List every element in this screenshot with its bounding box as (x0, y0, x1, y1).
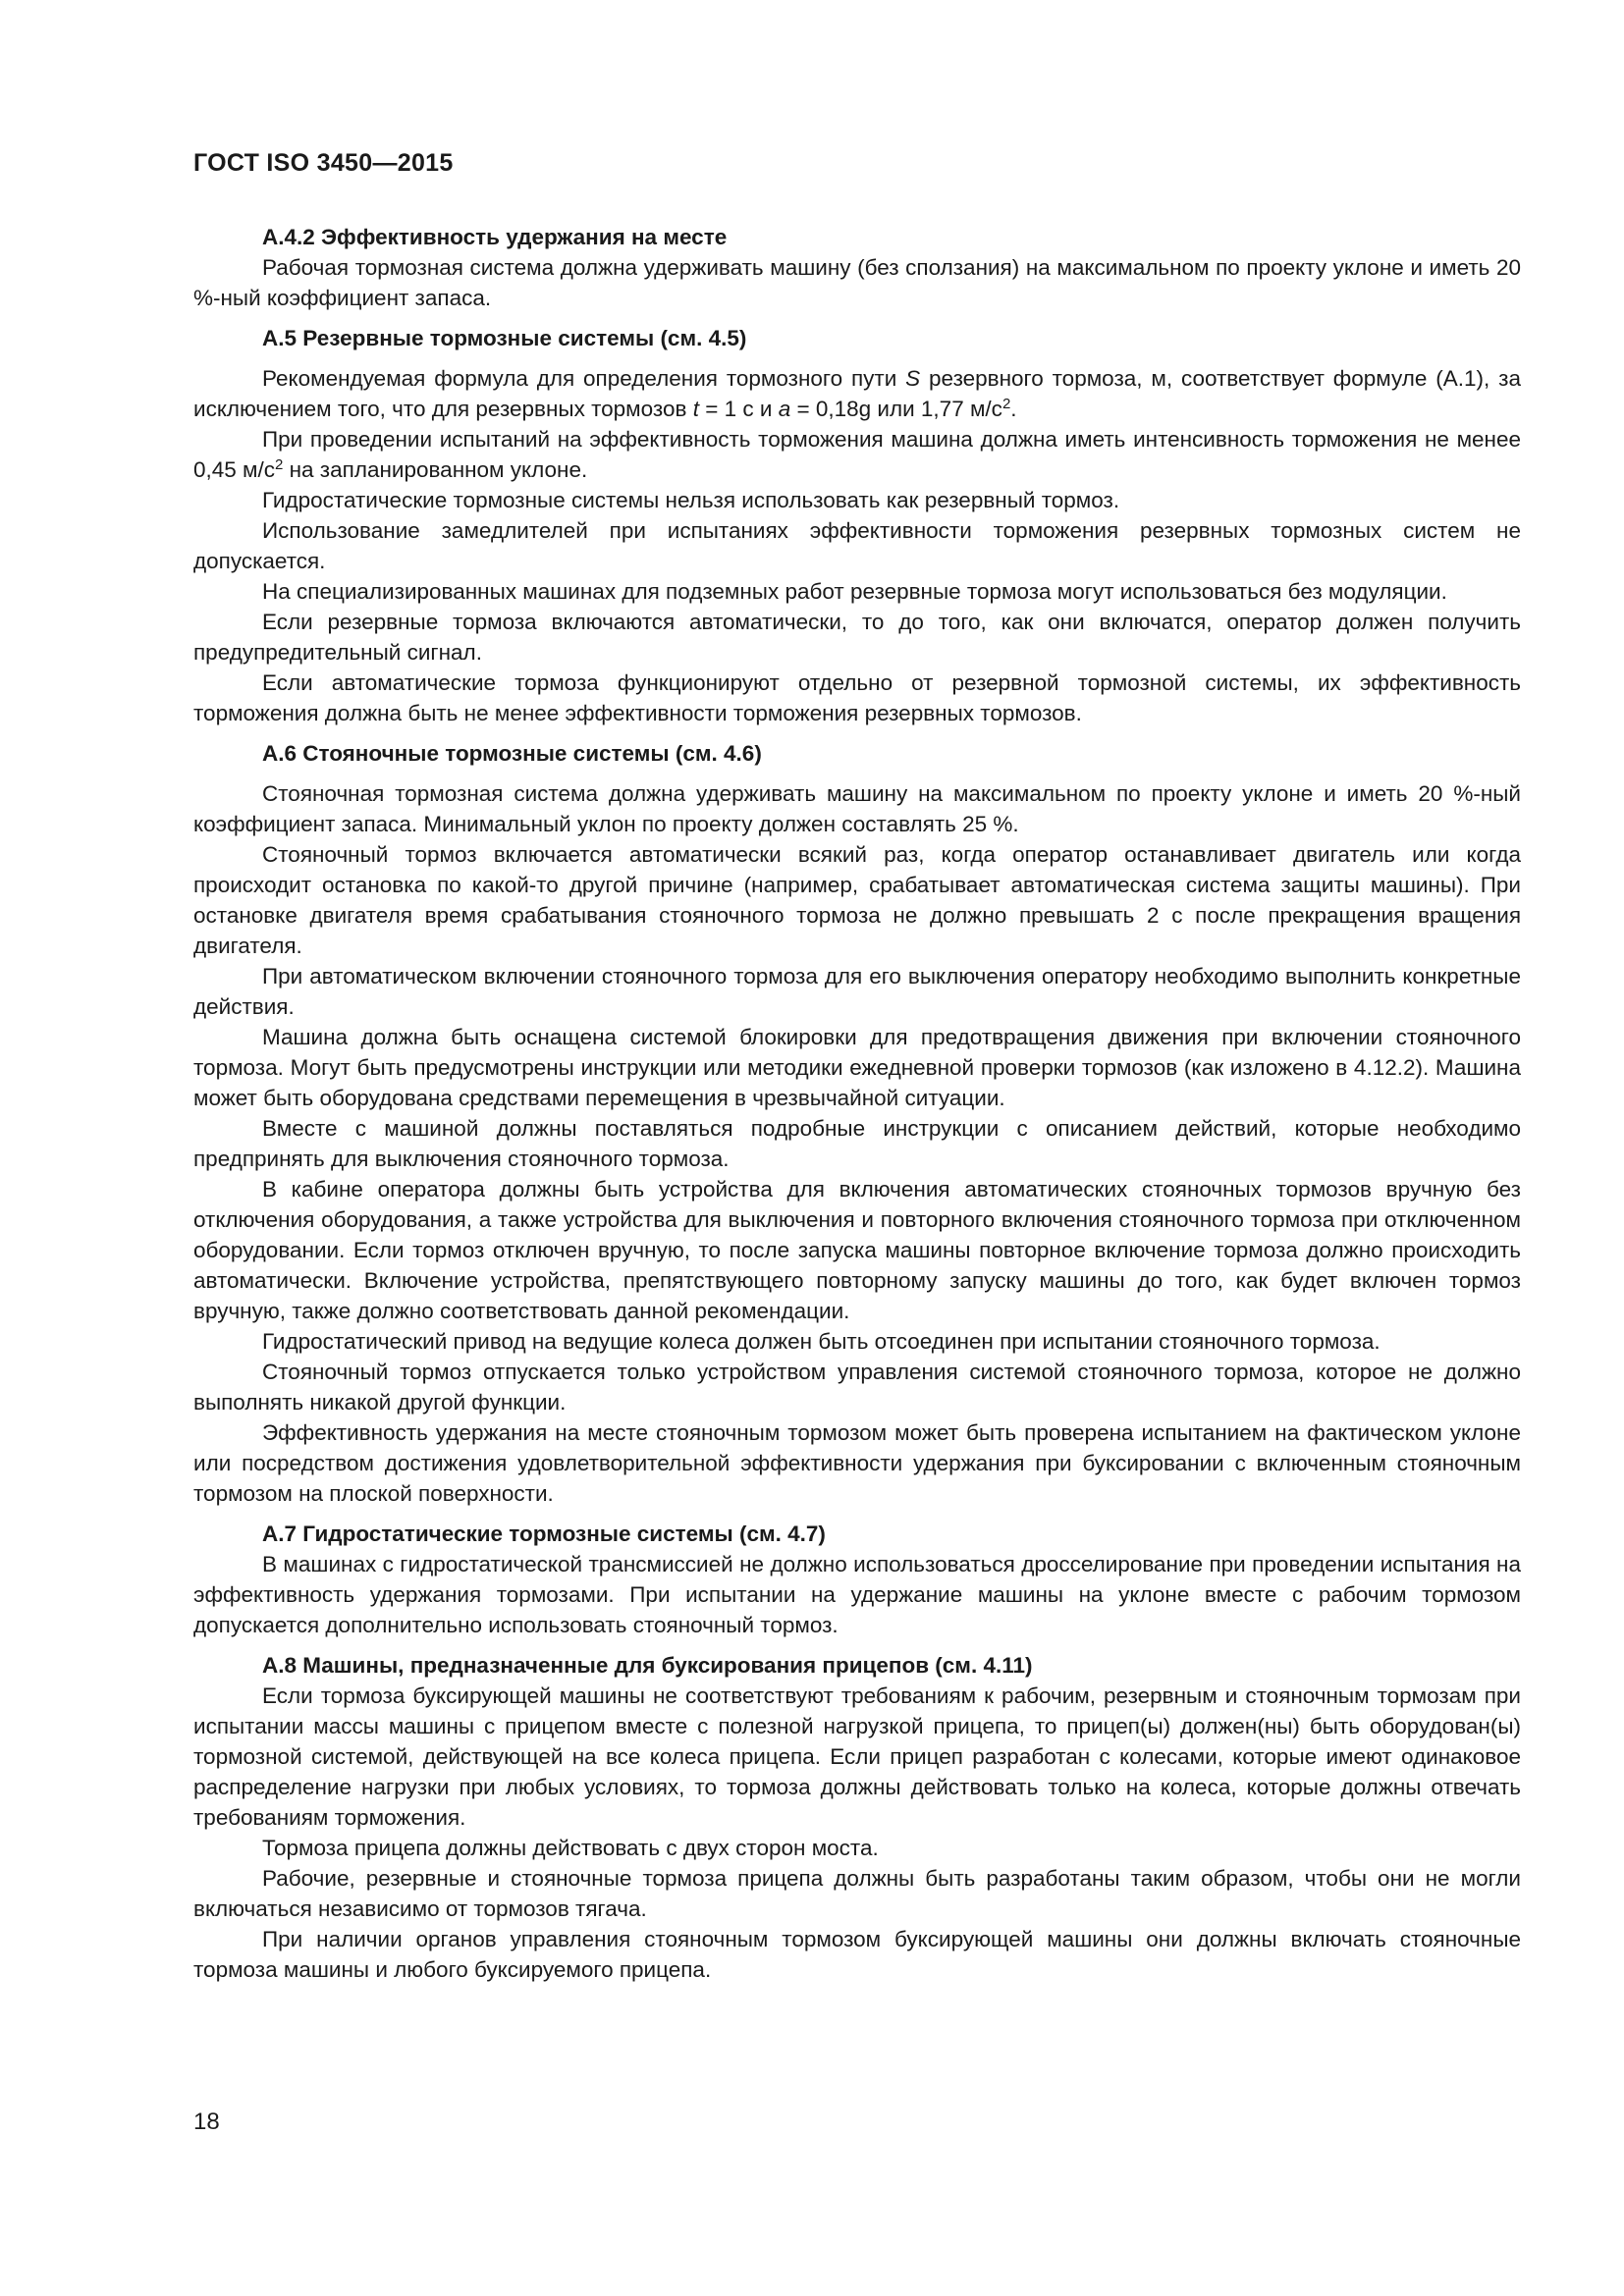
paragraph: Если резервные тормоза включаются автоматически, то до того, как они включатся, оператор должен получить предупредительный сигнал. (193, 610, 1521, 665)
section-heading-a7: А.7 Гидростатические тормозные системы (см. 4.7) (262, 1522, 826, 1546)
paragraph: Если автоматические тормоза функционируют отдельно от резервной тормозной системы, их эффективность торможения должна быть не менее эффективности торможения резервных тормозов. (193, 670, 1521, 725)
paragraph: При наличии органов управления стояночным тормозом буксирующей машины они должны включать стояночные тормоза машины и любого буксируемого прицепа. (193, 1927, 1521, 1982)
document-header: ГОСТ ISO 3450—2015 (193, 149, 454, 177)
paragraph: Гидростатический привод на ведущие колеса должен быть отсоединен при испытании стояночного тормоза. (262, 1329, 1380, 1354)
paragraph (193, 424, 1521, 485)
paragraph: Если тормоза буксирующей машины не соответствуют требованиям к рабочим, резервным и стояночным тормозам при испытании массы машины с прицепом вместе с полезной нагрузкой прицепа, то прицеп(ы) должен(ны) быть оборудован(ы) тормозной системой, действующей на все колеса прицепа. Если прицеп разработан с колесами, которые имеют одинаковое распределение нагрузки при любых условиях, то тормоза должны действовать только на колеса, которые должны отвечать требованиям торможения. (193, 1683, 1521, 1830)
section-heading-a5: А.5 Резервные тормозные системы (см. 4.5) (262, 326, 747, 350)
section-heading-a6: А.6 Стояночные тормозные системы (см. 4.6) (262, 741, 762, 766)
document-body (193, 222, 1521, 1985)
page-number: 18 (193, 2109, 220, 2135)
paragraph: Тормоза прицепа должны действовать с двух сторон моста. (262, 1836, 879, 1860)
text-run: При проведении испытаний на эффективность торможения машина должна иметь интенсивность торможения не менее 0,45 м/с (193, 427, 1521, 482)
paragraph: Эффективность удержания на месте стояночным тормозом может быть проверена испытанием на фактическом уклоне или посредством достижения удовлетворительной эффективности удержания при буксировании с включенным стояночным тормозом на плоской поверхности. (193, 1420, 1521, 1506)
superscript: 2 (1001, 396, 1011, 412)
paragraph: В машинах с гидростатической трансмиссией не должно использоваться дросселирование при проведении испытания на эффективность удержания тормозами. При испытании на удержание машины на уклоне вместе с рабочим тормозом допускается дополнительно использовать стояночный тормоз. (193, 1552, 1521, 1637)
paragraph: Стояночный тормоз включается автоматически всякий раз, когда оператор останавливает двигатель или когда происходит остановка по какой-то другой причине (например, срабатывает автоматическая система защиты машины). При остановке двигателя время срабатывания стояночного тормоза не должно превышать 2 с после прекращения вращения двигателя. (193, 842, 1521, 958)
paragraph: Машина должна быть оснащена системой блокировки для предотвращения движения при включении стояночного тормоза. Могут быть предусмотрены инструкции или методики ежедневной проверки тормозов (как изложено в 4.12.2). Машина может быть оборудована средствами перемещения в чрезвычайной ситуации. (193, 1025, 1521, 1110)
var-t: t (692, 397, 699, 421)
paragraph: Стояночный тормоз отпускается только устройством управления системой стояночного тормоза, которое не должно выполнять никакой другой функции. (193, 1360, 1521, 1415)
paragraph: Стояночная тормозная система должна удерживать машину на максимальном по проекту уклоне и иметь 20 %-ный коэффициент запаса. Минимальный уклон по проекту должен составлять 25 %. (193, 781, 1521, 836)
section-heading-a8: А.8 Машины, предназначенные для буксирования прицепов (см. 4.11) (262, 1653, 1033, 1678)
paragraph: Вместе с машиной должны поставляться подробные инструкции с описанием действий, которые необходимо предпринять для выключения стояночного тормоза. (193, 1116, 1521, 1171)
paragraph-formula (193, 363, 1521, 424)
paragraph: В кабине оператора должны быть устройства для включения автоматических стояночных тормозов вручную без отключения оборудования, а также устройства для выключения и повторного включения стояночного тормоза при отключенном оборудовании. Если тормоз отключен вручную, то после запуска машины повторное включение тормоза должно происходить автоматически. Включение устройства, препятствующего повторному запуску машины до того, как будет включен тормоз вручную, также должно соответствовать данной рекомендации. (193, 1177, 1521, 1323)
text-run: = 0,18g или 1,77 м/с (790, 397, 1002, 421)
paragraph: На специализированных машинах для подземных работ резервные тормоза могут использоваться без модуляции. (262, 579, 1447, 604)
text-run: резервного тормоза, м, соответствует формуле (А.1), за исключением того, что для резервных тормозов (193, 366, 1521, 421)
text-run: на запланированном уклоне. (283, 457, 588, 482)
var-s: S (905, 366, 921, 391)
var-a: a (778, 397, 791, 421)
paragraph: Рабочая тормозная система должна удерживать машину (без сползания) на максимальном по проекту уклоне и иметь 20 %-ный коэффициент запаса. (193, 255, 1521, 310)
text-run: Рекомендуемая формула для определения тормозного пути (262, 366, 906, 391)
superscript: 2 (275, 456, 284, 473)
paragraph: Рабочие, резервные и стояночные тормоза прицепа должны быть разработаны таким образом, чтобы они не могли включаться независимо от тормозов тягача. (193, 1866, 1521, 1921)
paragraph: При автоматическом включении стояночного тормоза для его выключения оператору необходимо выполнить конкретные действия. (193, 964, 1521, 1019)
paragraph: Гидростатические тормозные системы нельзя использовать как резервный тормоз. (262, 488, 1120, 512)
text-run: . (1010, 397, 1017, 421)
text-run: = 1 с и (698, 397, 779, 421)
section-heading-a42: А.4.2 Эффективность удержания на месте (262, 225, 728, 249)
paragraph: Использование замедлителей при испытаниях эффективности торможения резервных тормозных систем не допускается. (193, 518, 1521, 573)
